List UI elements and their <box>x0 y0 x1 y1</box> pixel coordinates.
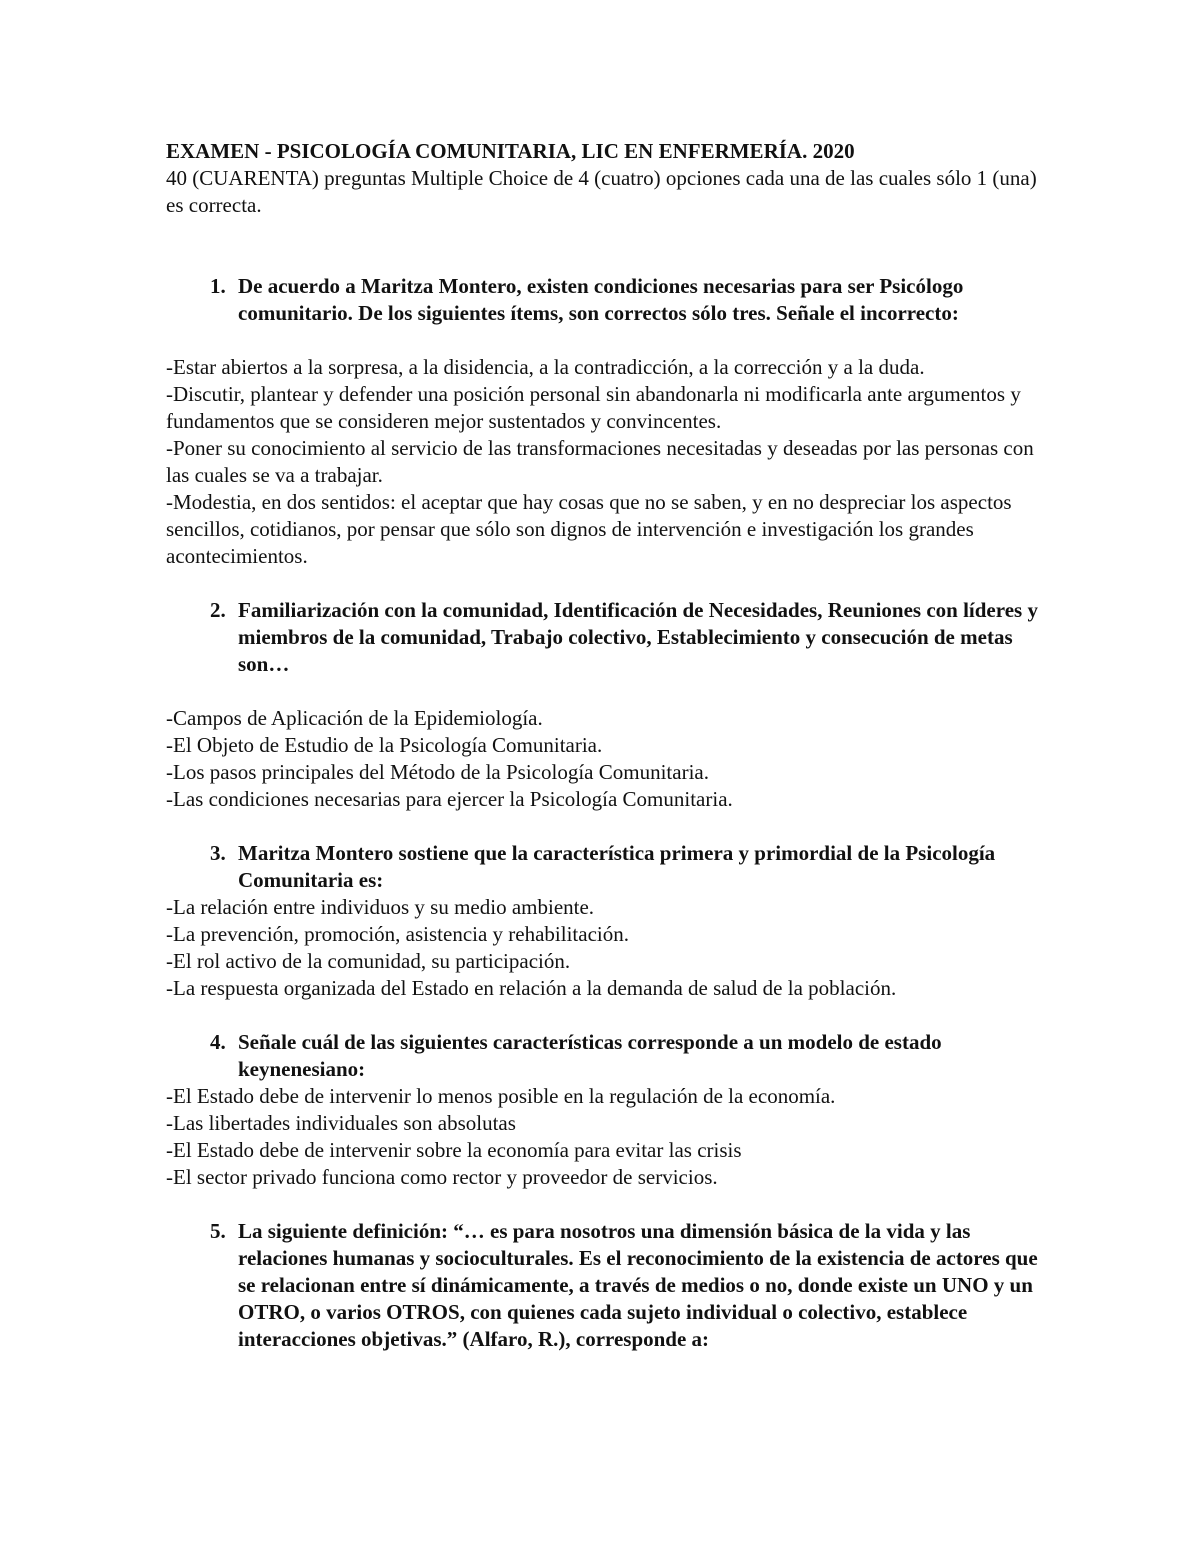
spacer <box>166 219 1046 273</box>
question-3 <box>166 840 1046 894</box>
question-1 <box>166 273 1046 327</box>
document-subtitle: 40 (CUARENTA) preguntas Multiple Choice de 4 (cuatro) opciones cada una de las cuales sólo 1 (una) es correcta. <box>166 166 1037 217</box>
answer-option: -La prevención, promoción, asistencia y rehabilitación. <box>166 922 629 946</box>
answer-option: -El Estado debe de intervenir lo menos posible en la regulación de la economía. <box>166 1084 836 1108</box>
answer-option: -La relación entre individuos y su medio ambiente. <box>166 895 595 919</box>
answer-option: -El rol activo de la comunidad, su participación. <box>166 949 571 973</box>
question-text: Familiarización con la comunidad, Identificación de Necesidades, Reuniones con líderes y miembros de la comunidad, Trabajo colectivo, Establecimiento y consecución de metas son… <box>238 598 1038 676</box>
answer-option: -El Objeto de Estudio de la Psicología Comunitaria. <box>166 733 603 757</box>
question-4 <box>166 1029 1046 1083</box>
answer-option: -El sector privado funciona como rector y proveedor de servicios. <box>166 1165 718 1189</box>
answer-option: -El Estado debe de intervenir sobre la economía para evitar las crisis <box>166 1138 742 1162</box>
answer-option: -Campos de Aplicación de la Epidemiología. <box>166 706 543 730</box>
question-number: 5. <box>210 1219 226 1243</box>
question-text: Señale cuál de las siguientes características corresponde a un modelo de estado keynenesiano: <box>238 1030 942 1081</box>
question-number: 2. <box>210 598 226 622</box>
question-number: 3. <box>210 841 226 865</box>
question-text: Maritza Montero sostiene que la característica primera y primordial de la Psicología Comunitaria es: <box>238 841 996 892</box>
answer-option: -Estar abiertos a la sorpresa, a la disidencia, a la contradicción, a la corrección y a la duda. <box>166 355 925 379</box>
answer-option: -Modestia, en dos sentidos: el aceptar que hay cosas que no se saben, y en no despreciar los aspectos sencillos, cotidianos, por pensar que sólo son dignos de intervención e investigación los grandes acontecimientos. <box>166 490 1012 568</box>
answer-option: -Discutir, plantear y defender una posición personal sin abandonarla ni modificarla ante argumentos y fundamentos que se consideren mejor sustentados y convincentes. <box>166 382 1021 433</box>
question-text: De acuerdo a Maritza Montero, existen condiciones necesarias para ser Psicólogo comunitario. De los siguientes ítems, son correctos sólo tres. Señale el incorrecto: <box>238 274 964 325</box>
question-2 <box>166 597 1046 678</box>
question-text: La siguiente definición: “… es para nosotros una dimensión básica de la vida y las relaciones humanas y socioculturales. Es el reconocimiento de la existencia de actores que se relacionan entre sí dinámicamente, a través de medios o no, donde existe un UNO y un OTRO, o varios OTROS, con quienes cada sujeto individual o colectivo, establece interacciones objetivas.” (Alfaro, R.), corresponde a: <box>238 1219 1038 1351</box>
answer-option: -Las condiciones necesarias para ejercer la Psicología Comunitaria. <box>166 787 733 811</box>
answer-option: -Las libertades individuales son absolutas <box>166 1111 516 1135</box>
question-number: 1. <box>210 274 226 298</box>
question-number: 4. <box>210 1030 226 1054</box>
answer-option: -Poner su conocimiento al servicio de las transformaciones necesitadas y deseadas por las personas con las cuales se va a trabajar. <box>166 436 1034 487</box>
question-5 <box>166 1218 1046 1353</box>
answer-option: -La respuesta organizada del Estado en relación a la demanda de salud de la población. <box>166 976 897 1000</box>
document-title: EXAMEN - PSICOLOGÍA COMUNITARIA, LIC EN ENFERMERÍA. 2020 <box>166 139 855 163</box>
exam-document <box>166 138 1046 1353</box>
answer-option: -Los pasos principales del Método de la Psicología Comunitaria. <box>166 760 709 784</box>
